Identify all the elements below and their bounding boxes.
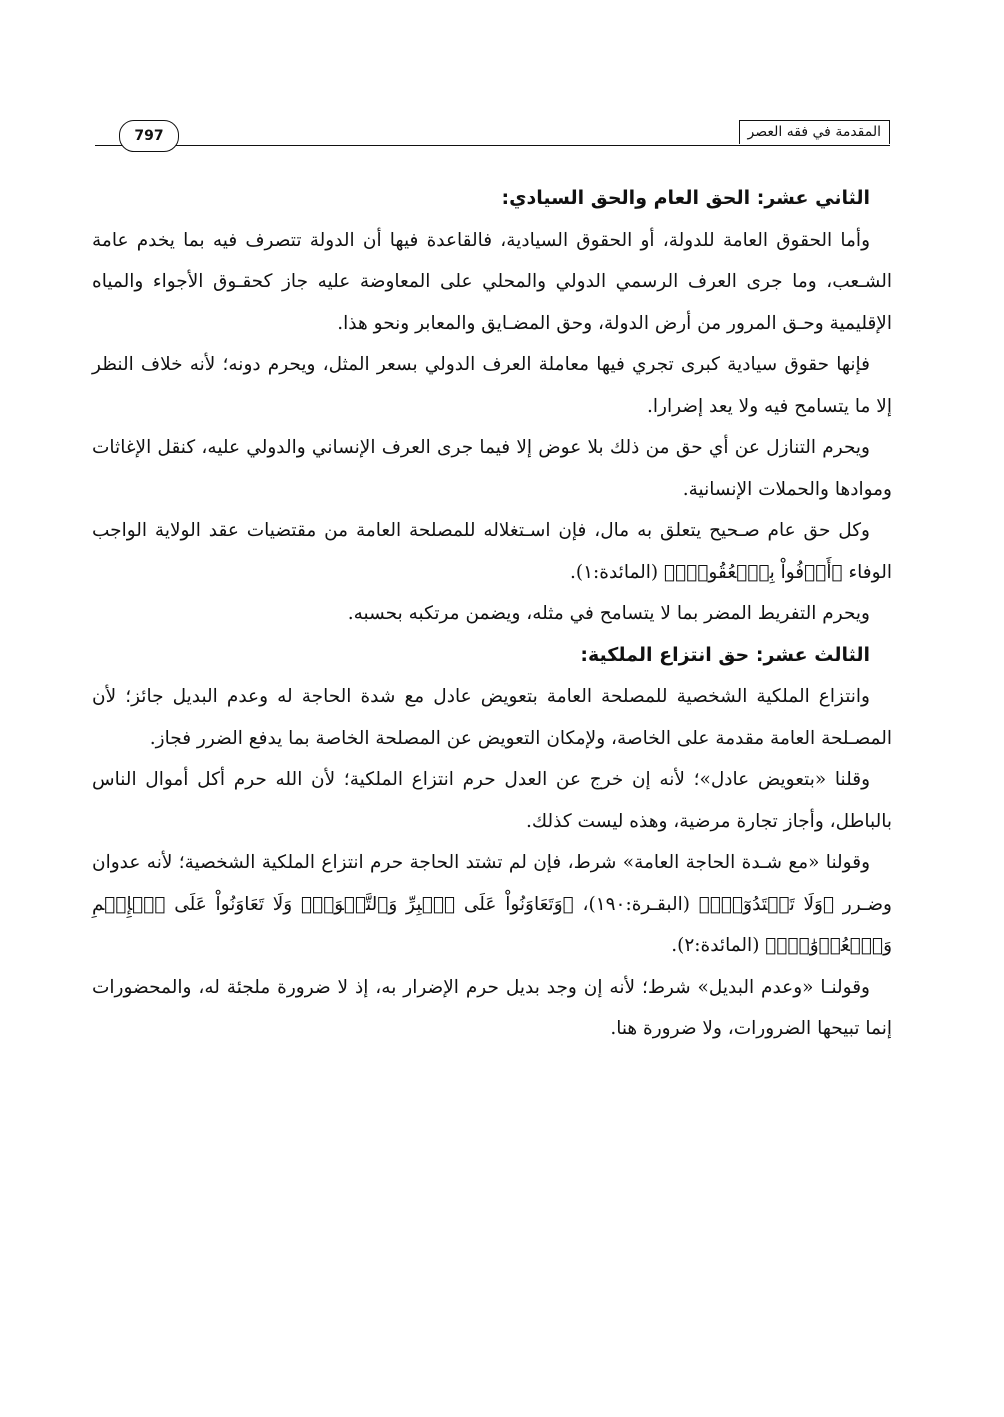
paragraph: فإنها حقوق سيادية كبرى تجري فيها معاملة العرف الدولي بسعر المثل، ويحرم دونه؛ لأنه خلاف النظر إلا ما يتسامح فيه ولا يعد إضرارا. bbox=[92, 354, 892, 417]
paragraph: وقولنا «مع شـدة الحاجة العامة» شرط، فإن لم تشتد الحاجة حرم انتزاع الملكية الشخصية؛ لأنه عدوان وضـرر ﴿وَلَا تَعۡتَدُوٓاْۚ﴾ (البقـرة:١٩٠)، ﴿وَتَعَاوَنُواْ عَلَى ٱلۡبِرِّ وَٱلتَّقۡوَىٰۖ وَلَا تَعَاوَنُواْ عَلَى ٱلۡإِثۡمِ وَٱلۡعُدۡوَٰنِۚ﴾ (المائدة:٢). bbox=[92, 852, 892, 956]
page-body bbox=[92, 178, 892, 1050]
paragraph: وأما الحقوق العامة للدولة، أو الحقوق السيادية، فالقاعدة فيها أن الدولة تتصرف فيه بما يخدم عامة الشـعب، وما جرى العرف الرسمي الدولي والمحلي على المعاوضة عليه جاز كحقـوق الأجواء والمياه الإقليمية وحـق المرور من أرض الدولة، وحق المضـايق والمعابر ونحو هذا. bbox=[92, 229, 892, 334]
paragraph: ويحرم التفريط المضر بما لا يتسامح في مثله، ويضمن مرتكبه بحسبه. bbox=[347, 603, 870, 624]
section-heading: الثالث عشر: حق انتزاع الملكية: bbox=[580, 643, 870, 666]
paragraph: وقولنـا «وعدم البديل» شرط؛ لأنه إن وجد بديل حرم الإضرار به، إذ لا ضرورة ملجئة له، والمحضورات إنما تبيحها الضرورات، ولا ضرورة هنا. bbox=[92, 976, 892, 1039]
header-rule bbox=[95, 145, 890, 146]
book-title: المقدمة في فقه العصر bbox=[739, 120, 890, 144]
paragraph: ويحرم التنازل عن أي حق من ذلك بلا عوض إلا فيما جرى العرف الإنساني والدولي عليه، كنقل الإغاثات وموادها والحملات الإنسانية. bbox=[92, 437, 892, 500]
paragraph: وانتزاع الملكية الشخصية للمصلحة العامة بتعويض عادل مع شدة الحاجة له وعدم البديل جائز؛ لأن المصـلحة العامة مقدمة على الخاصة، ولإمكان التعويض عن المصلحة الخاصة بما يدفع الضرر فجاز. bbox=[92, 686, 892, 749]
page-number: 797 bbox=[119, 120, 179, 152]
paragraph: وكل حق عام صـحيح يتعلق به مال، فإن اسـتغلاله للمصلحة العامة من مقتضيات عقد الولاية الواجب الوفاء ﴿أَوۡفُواْ بِٱلۡعُقُودِۚ﴾ (المائدة:١). bbox=[92, 520, 892, 583]
paragraph: وقلنا «بتعويض عادل»؛ لأنه إن خرج عن العدل حرم انتزاع الملكية؛ لأن الله حرم أكل أموال الناس بالباطل، وأجاز تجارة مرضية، وهذه ليست كذلك. bbox=[92, 769, 892, 832]
page-header bbox=[95, 118, 890, 148]
section-heading: الثاني عشر: الحق العام والحق السيادي: bbox=[501, 187, 870, 209]
